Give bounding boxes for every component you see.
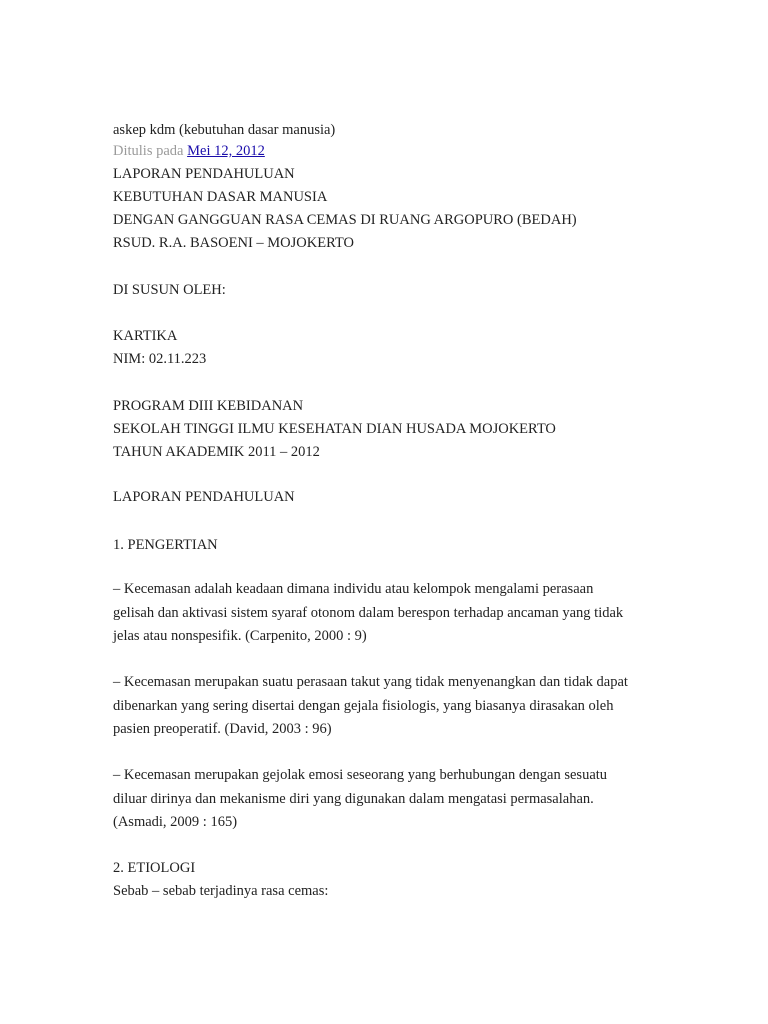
header-line: RSUD. R.A. BASOENI – MOJOKERTO: [113, 235, 354, 251]
paragraph-line: dibenarkan yang sering disertai dengan gejala fisiologis, yang biasanya dirasakan oleh: [113, 697, 614, 714]
posted-date-link[interactable]: Mei 12, 2012: [187, 143, 265, 159]
post-title: askep kdm (kebutuhan dasar manusia): [113, 122, 336, 138]
author-nim: NIM: 02.11.223: [113, 351, 207, 367]
etiologi-bullet-item: [113, 883, 673, 900]
pengertian-paragraph: [113, 764, 673, 835]
header-line: DENGAN GANGGUAN RASA CEMAS DI RUANG ARGOPURO (BEDAH): [113, 212, 577, 228]
section-title: LAPORAN PENDAHULUAN: [113, 489, 295, 505]
author-label: DI SUSUN OLEH:: [113, 282, 226, 298]
etiologi-bullet-text: Sebab – sebab terjadinya rasa cemas:: [113, 883, 329, 899]
paragraph-line: – Kecemasan merupakan gejolak emosi seseorang yang berhubungan dengan sesuatu: [113, 767, 608, 783]
institution-line: TAHUN AKADEMIK 2011 – 2012: [113, 444, 320, 460]
posted-prefix: Ditulis pada: [113, 143, 184, 159]
pengertian-heading: 1. PENGERTIAN: [113, 537, 218, 553]
paragraph-line: pasien preoperatif. (David, 2003 : 96): [113, 721, 332, 737]
paragraph-line: jelas atau nonspesifik. (Carpenito, 2000 : 9): [113, 628, 367, 644]
institution-line: PROGRAM DIII KEBIDANAN: [113, 398, 304, 414]
paragraph-line: gelisah dan aktivasi sistem syaraf otonom dalam berespon terhadap ancaman yang tidak: [113, 604, 624, 621]
paragraph-line: diluar dirinya dan mekanisme diri yang digunakan dalam mengatasi permasalahan.: [113, 790, 594, 807]
institution-line: SEKOLAH TINGGI ILMU KESEHATAN DIAN HUSADA MOJOKERTO: [113, 421, 556, 437]
paragraph-line: – Kecemasan merupakan suatu perasaan takut yang tidak menyenangkan dan tidak dapat: [113, 674, 628, 690]
pengertian-paragraph: [113, 578, 673, 649]
author-name: KARTIKA: [113, 328, 178, 344]
paragraph-line: (Asmadi, 2009 : 165): [113, 814, 238, 830]
etiologi-heading: 2. ETIOLOGI: [113, 860, 196, 876]
header-line: KEBUTUHAN DASAR MANUSIA: [113, 189, 328, 205]
paragraph-line: – Kecemasan adalah keadaan dimana individu atau kelompok mengalami perasaan: [113, 581, 594, 597]
header-line: LAPORAN PENDAHULUAN: [113, 166, 295, 182]
post-meta: [113, 143, 673, 160]
pengertian-paragraph: [113, 671, 673, 742]
